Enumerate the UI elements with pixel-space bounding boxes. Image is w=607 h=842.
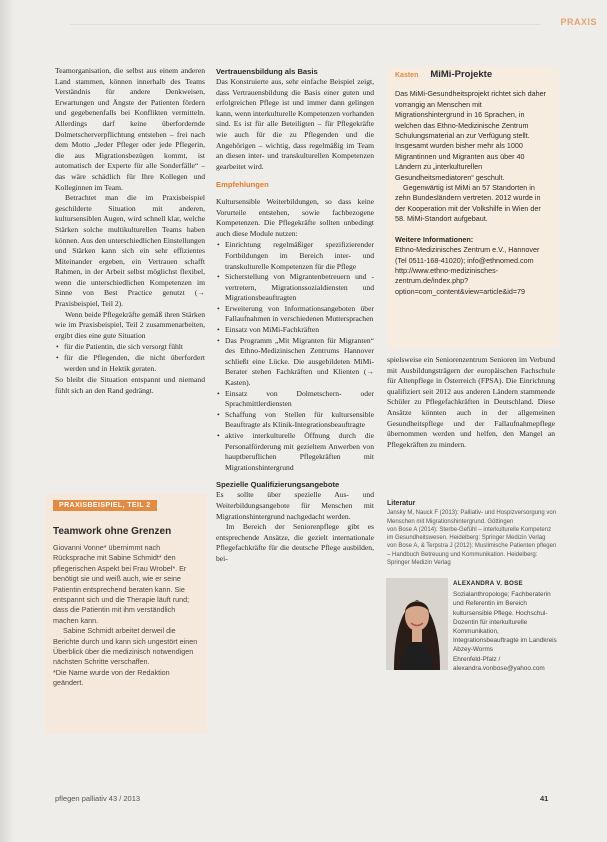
list-item: • Sicherstellung von Migrantenbetreuern und -vertretern, Migrationssozialdiensten und Migrationsbeauftragten bbox=[216, 272, 374, 304]
column2-paragraph-1: Das Konstruierte aus, sehr einfache Beispiel zeigt, dass Vertrauensbildung die Basis einer guten und erfolgreichen Pflege ist und immer dann gelingen kann, wenn interkulturelle Kompetenzen vorhanden sind. Es ist für alle Beteiligten – für Pflegekräfte wie auch für die zu Pflegenden und die Angehörigen – wichtig, dass regelmäßig im Team an diesen inter- und transkulturellen Kompetenzen gearbeitet wird. bbox=[216, 77, 374, 171]
praxis-tag: PRAXISBEISPIEL, TEIL 2 bbox=[53, 500, 157, 511]
heading-trust: Vertrauensbildung als Basis bbox=[216, 67, 318, 76]
author-bio: Sozialanthropologe; Fachberaterin und Referentin im Bereich kultursensible Pflege. Hochschul-Dozentin für interkulturelle Kommunikation, Integrationsbeauftragte im Landkreis Abzey-Worms bbox=[453, 591, 557, 654]
list-item: • für die Pflegenden, die nicht überfordert werden und in Hektik geraten. bbox=[55, 353, 205, 374]
page-edge-shadow bbox=[0, 0, 14, 842]
heading-recommendations: Empfehlungen bbox=[216, 180, 269, 190]
author-photo bbox=[386, 578, 448, 670]
column2-paragraph-2: Kultursensible Weiterbildungen, so dass keine Vorurteile entstehen, sowie fachbezogene Kompetenzen. Die Pflegekräfte sollten unbedingt auch diese Module nutzen: bbox=[216, 196, 374, 238]
author-name: ALEXANDRA V. BOSE bbox=[453, 580, 523, 587]
mimi-paragraph-1: Das MiMi-Gesundheitsprojekt richtet sich daher vorrangig an Menschen mit Migrationshintergrund in 16 Sprachen, in welchen das Ethno-Medizinische Zentrum Schulungsmaterial an zur Verfügung stellt. Insgesamt wurden bisher mehr als 1000 Migrantinnen und Migranten aus über 40 Ländern zu „interkulturellen Gesundheitsmediatoren“ geschult. bbox=[395, 89, 546, 182]
praxis-text bbox=[53, 543, 199, 689]
literature-entry: Jansky M, Nauck F (2013): Palliativ- und Hospizversorgung von Menschen mit Migrationshintergrund. Göttingen bbox=[387, 510, 557, 525]
column1-paragraph-3: Wenn beide Pflegekräfte gemäß ihren Stärken wie im Praxisbeispiel, Teil 2 zusammenarbeiten, ergibt dies eine gute Situation bbox=[55, 309, 205, 340]
column1-bullet-list bbox=[55, 342, 205, 374]
author-portrait-image bbox=[386, 578, 448, 670]
praxis-paragraph: Sabine Schmidt arbeitet derweil die Berichte durch und kann sich ungestört einen Überblick über die medizinisch notwendigen nächsten Schritte verschaffen. bbox=[53, 626, 198, 667]
literature-title: Literatur bbox=[387, 500, 416, 507]
column2-paragraph-4: Im Bereich der Seniorenpflege gibt es entsprechende Ansätze, die gezielt internationale Pflegefachkräfte für die deutsche Pflege ausbilden, bei- bbox=[216, 522, 374, 563]
praxis-footnote: *Die Name wurde von der Redaktion geändert. bbox=[53, 667, 170, 688]
list-item: • Einrichtung regelmäßiger spezifizierender Fortbildungen im Bereich inter- und transkulturelle Kompetenzen für die Pflege bbox=[216, 240, 374, 272]
author-contact: Ehrenfeld-Pfalz / alexandra.vonbose@yahoo.com bbox=[453, 655, 545, 672]
list-item: • aktive interkulturelle Öffnung durch die Personalförderung mit gezieltem Anwerben von hauptberuflichen Pflegekräften mit Migrationshintergrund bbox=[216, 431, 374, 473]
praxis-title: Teamwork ohne Grenzen bbox=[53, 526, 172, 537]
list-item: • Erweiterung von Informationsangeboten über Fallaufnahmen in verschiedenen Muttersprachen bbox=[216, 304, 374, 325]
literature-entry: von Bose A, & Terpstra J (2012): Muslimische Patienten pflegen – Handbuch Betreuung und Kommunikation. Heidelberg: Springer Medizin Verlag bbox=[387, 543, 557, 567]
mimi-info-text: Ethno-Medizinisches Zentrum e.V., Hannover (Tel 0511-168-41020); info@ethnomed.com http://www.ethno-medizinisches-zentrum.de/index.php?option=com_content&view=article&id=79 bbox=[395, 245, 540, 296]
list-item: • Das Programm „Mit Migranten für Migranten“ des Ethno-Medizinischen Zentrums Hannover schließt eine Lücke. Die ausgebildeten MiMi-Berater stehen Fachkräften und Klienten (→ Kasten). bbox=[216, 336, 374, 389]
literature-section bbox=[387, 500, 559, 567]
list-item: • Einsatz von MiMi-Fachkräften bbox=[216, 325, 374, 336]
footer-journal: pflegen palliativ 43 / 2013 bbox=[55, 794, 141, 803]
mimi-info-box bbox=[387, 66, 559, 348]
literature-entry: von Bose A (2014): Sterbe-Gefühl – interkulturelle Kompetenz im Gesundheitswesen. Heidelberg: Springer Medizin Verlag bbox=[387, 526, 552, 542]
column-2 bbox=[216, 66, 374, 565]
column-3 bbox=[387, 355, 555, 450]
kasten-label: Kasten bbox=[395, 72, 419, 79]
list-item: • Schaffung von Stellen für kultursensible Beauftragte als Klinik-Integrationsbeauftragte bbox=[216, 410, 374, 431]
mimi-info-title: Weitere Informationen: bbox=[395, 234, 474, 244]
heading-qualification: Spezielle Qualifizierungsangebote bbox=[216, 480, 340, 490]
column2-paragraph-3: Es sollte über spezielle Aus- und Weiterbildungsangebote für Menschen mit Migrationshintergrund nachgedacht werden. bbox=[216, 490, 374, 521]
praxis-paragraph: Giovanni Vonne* übernimmt nach Rücksprache mit Sabine Schmidt* den pflegerischen Aspekt bei Frau Wrobel*. Er benötigt sie und weiß auch, wie er seine Patientin entsprechend beraten kann. Sie entspannt sich und die Therapie läuft rund; dass die Patientin mit ihm verständlich machen kann. bbox=[53, 543, 190, 625]
mimi-paragraph-2: Gegenwärtig ist MiMi an 57 Standorten in zehn Bundesländern vertreten. 2012 wurde in der Kooperation mit der Volkshilfe in Wien der 58. MiMi-Standort aufgebaut. bbox=[395, 183, 541, 224]
mimi-title: MiMi-Projekte bbox=[430, 69, 493, 80]
header-rule bbox=[70, 24, 540, 25]
footer-page-number: 41 bbox=[540, 794, 549, 803]
column2-bullet-list bbox=[216, 240, 374, 473]
column-1 bbox=[55, 66, 205, 396]
column3-paragraph: spielsweise ein Seniorenzentrum Senioren im Verbund mit Ausbildungsträgern der europäischen Fachschule für Altenpflege in Österreich (FPSA). Die Einrichtung qualifiziert seit 2012 aus anderen Ländern stammende Schüler zu Pflegefachkräften in Deutschland. Diese Ansätze könnten auch in der allgemeinen Gesundheitspflege und der Fallaufnahmepflege übernommen werden und helfen, den Mangel an Pflegekräften zu mindern. bbox=[387, 355, 555, 449]
author-box bbox=[453, 579, 559, 673]
list-item: • Einsatz von Dolmetschern- oder Sprachmittlerdiensten bbox=[216, 389, 374, 410]
spacer bbox=[395, 225, 551, 235]
section-tag: PRAXIS bbox=[560, 17, 597, 27]
column1-closing: So bleibt die Situation entspannt und niemand fühlt sich an den Rand gedrängt. bbox=[55, 375, 205, 395]
column1-paragraph-2: Betrachtet man die im Praxisbeispiel geschilderte Situation mit anderen, kultursensiblen Augen, wird schnell klar, welche Stärken solche multikulturellen Teams haben können. Aus den unterschiedlichen Einstellungen und Stärken kann sich ein sehr effizientes Miteinander ergeben, ein Vertrauen schafft Rahmen, in der Arbeit selbst möglichst flexibel, wenn die unterschiedlichen Kompetenzen im Sinne von Best Practice genutzt (→ Praxisbeispiel, Teil 2). bbox=[55, 193, 205, 309]
mimi-header bbox=[395, 70, 551, 81]
praxis-example-box bbox=[45, 494, 207, 734]
column1-paragraph-1: Teamorganisation, die selbst aus einem anderen Land stammen, können innerhalb des Teams Verständnis für andere Denkweisen, Erwartungen und Ängste der Patienten fördern und gegebenenfalls bei Konflikten vermitteln. Allerdings darf keine überfordernde Dolmetscherverpflichtung entstehen – frei nach dem Motto „Jeder Pfleger oder jede Pflegerin, die aus Migrationsbezügen kommt, ist automatisch der Experte für alle Sonderfälle“ – das wäre schädlich für Ihre Kollegen und Kolleginnen im Team. bbox=[55, 66, 205, 192]
list-item: • für die Patientin, die sich versorgt fühlt bbox=[55, 342, 205, 353]
